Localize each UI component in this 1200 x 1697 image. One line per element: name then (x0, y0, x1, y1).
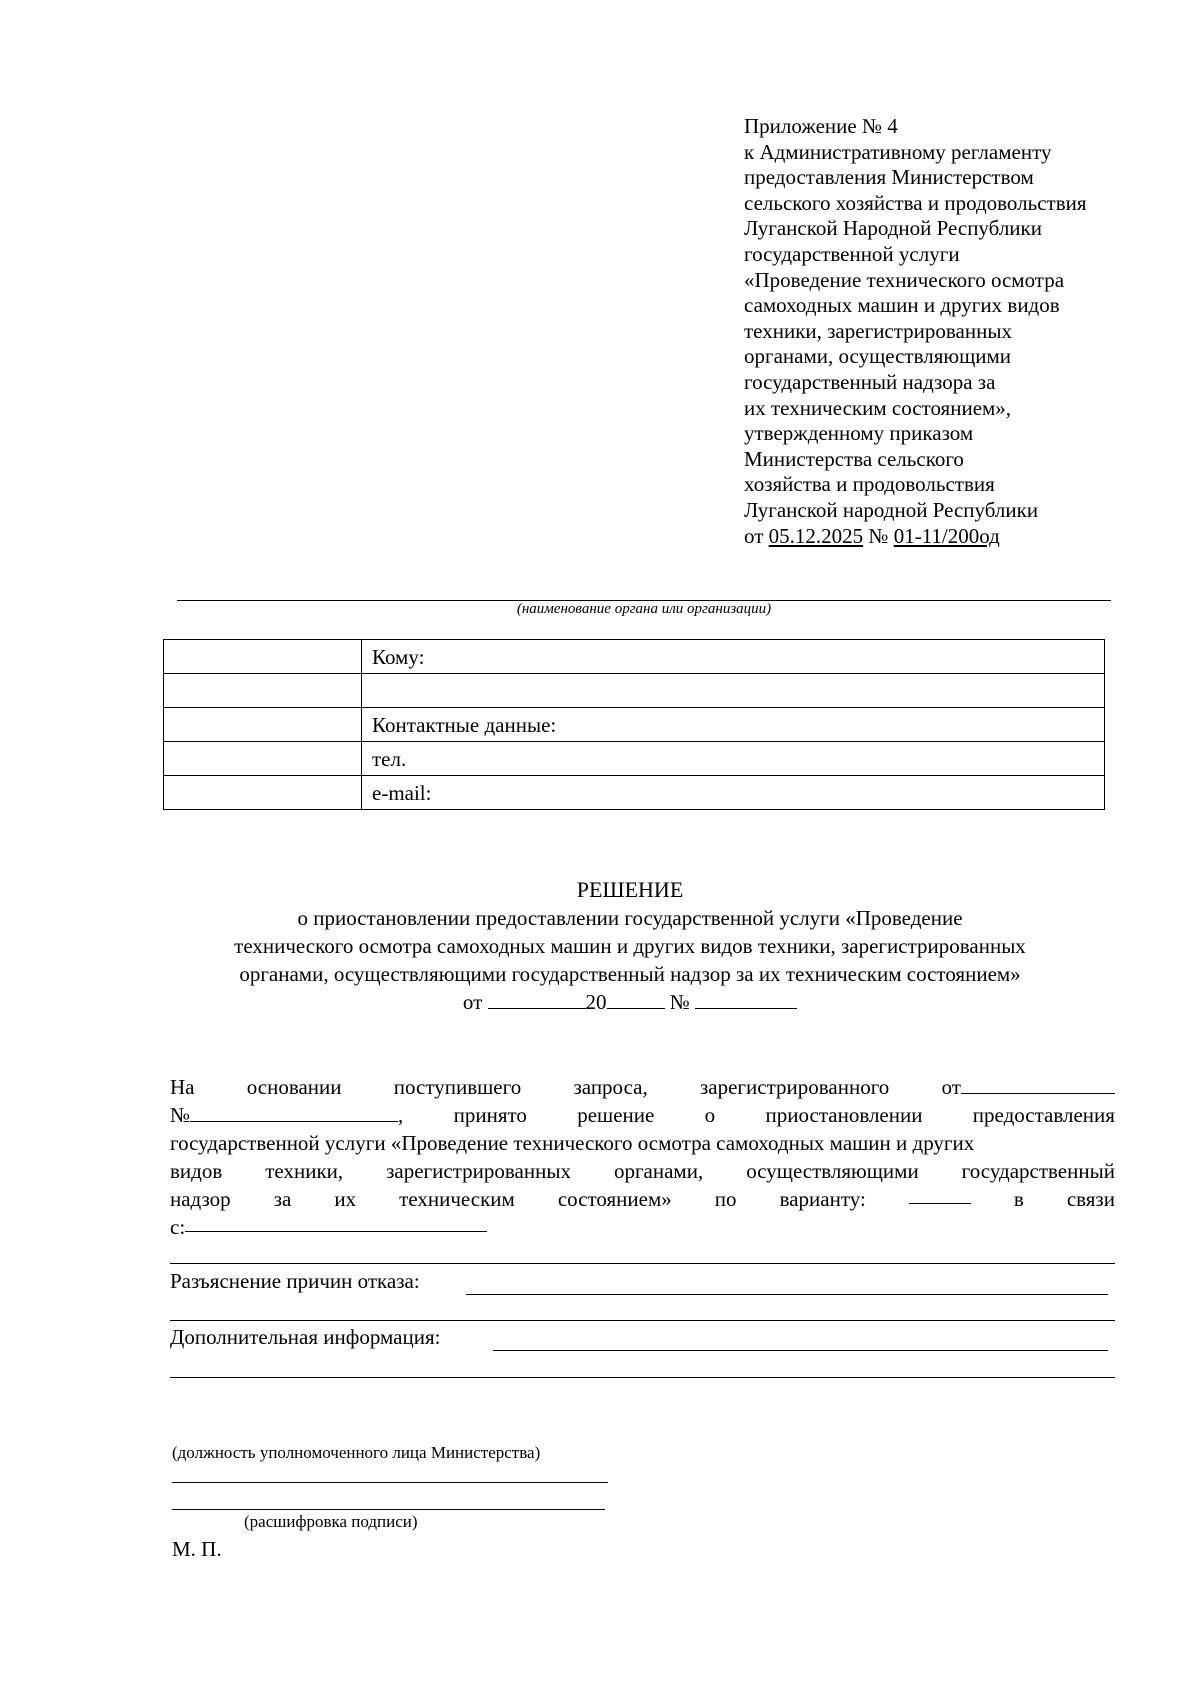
refusal-field[interactable] (466, 1294, 1108, 1295)
reason-continuation-field[interactable] (170, 1263, 1115, 1264)
recipient-table (163, 639, 1105, 810)
appendix-line: техники, зарегистрированных (744, 318, 1012, 343)
appendix-line: их техническим состоянием», (744, 395, 1012, 420)
appendix-line: утвержденному приказом (744, 421, 974, 446)
appendix-line: сельского хозяйства и продовольствия (744, 190, 1087, 215)
appendix-line: Приложение № 4 (744, 114, 898, 138)
decision-title-block (160, 876, 1100, 1016)
appendix-line: предоставления Министерством (744, 165, 1034, 190)
refusal-label: Разъяснение причин отказа: (170, 1269, 420, 1293)
table-row (164, 674, 1105, 708)
decode-caption: (расшифровка подписи) (244, 1512, 418, 1531)
recipient-left-cell[interactable] (164, 674, 362, 708)
body-line: видов техники, зарегистрированных органами, осуществляющими государственный (170, 1159, 1115, 1183)
request-date-field[interactable] (961, 1075, 1115, 1094)
decision-subtitle-line: органами, осуществляющими государственный надзор за их техническим состоянием» (239, 962, 1021, 986)
recipient-left-cell[interactable] (164, 776, 362, 810)
position-caption: (должность уполномоченного лица Министерства) (172, 1443, 541, 1462)
appendix-header (744, 114, 1164, 549)
decision-body (170, 1073, 1115, 1241)
appendix-line: «Проведение технического осмотра (744, 267, 1065, 292)
body-line: № , принято решение о приостановлении предоставления (170, 1103, 1115, 1127)
additional-field[interactable] (493, 1350, 1108, 1351)
decision-number-field[interactable] (695, 990, 797, 1009)
decision-title: РЕШЕНИЕ (576, 877, 684, 902)
decision-date-line: от 20 № (160, 988, 1100, 1016)
recipient-left-cell[interactable] (164, 640, 362, 674)
order-date: 05.12.2025 (768, 523, 864, 548)
recipient-label[interactable]: e-mail: (362, 776, 1105, 810)
recipient-label[interactable]: Кому: (362, 640, 1105, 674)
refusal-continuation-field[interactable] (170, 1320, 1115, 1321)
decision-subtitle-line: о приостановлении предоставлении государственной услуги «Проведение (297, 906, 963, 930)
decision-subtitle-line: технического осмотра самоходных машин и других видов техники, зарегистрированных (234, 934, 1026, 958)
additional-label: Дополнительная информация: (170, 1325, 441, 1349)
table-row (164, 640, 1105, 674)
decision-day-field[interactable] (488, 990, 586, 1009)
recipient-label[interactable]: тел. (362, 742, 1105, 776)
appendix-line: Министерства сельского (744, 446, 964, 471)
reason-field[interactable] (185, 1213, 487, 1232)
recipient-label[interactable] (362, 674, 1105, 708)
recipient-left-cell[interactable] (164, 742, 362, 776)
table-row (164, 708, 1105, 742)
appendix-line: Луганской Народной Республики (744, 216, 1042, 241)
appendix-line: к Административному регламенту (744, 139, 1052, 164)
appendix-line: государственной услуги (744, 241, 960, 266)
stamp-place: М. П. (172, 1537, 222, 1561)
appendix-line: государственный надзора за (744, 369, 996, 394)
decision-year-field[interactable] (607, 990, 665, 1009)
request-number-field[interactable] (190, 1103, 398, 1122)
org-name-caption: (наименование органа или организации) (516, 601, 772, 617)
recipient-left-cell[interactable] (164, 708, 362, 742)
appendix-order-line: от 05.12.2025 № 01-11/200од (744, 523, 1000, 548)
position-field[interactable] (172, 1482, 608, 1483)
appendix-line: хозяйства и продовольствия (744, 472, 995, 497)
body-line: государственной услуги «Проведение технического осмотра самоходных машин и других (170, 1131, 975, 1155)
body-line: с: (170, 1213, 1115, 1241)
table-row (164, 742, 1105, 776)
appendix-line: органами, осуществляющими (744, 344, 1012, 369)
signature-decode-field[interactable] (172, 1509, 605, 1510)
appendix-line: Луганской народной Республики (744, 497, 1039, 522)
variant-field[interactable] (909, 1185, 971, 1204)
order-number: 01-11/200од (893, 523, 1000, 548)
body-line: надзор за их техническим состоянием» по варианту: в связи (170, 1187, 1115, 1211)
body-line: На основании поступившего запроса, зарегистрированного от (170, 1073, 1115, 1101)
appendix-line: самоходных машин и других видов (744, 293, 1060, 318)
recipient-label[interactable]: Контактные данные: (362, 708, 1105, 742)
table-row (164, 776, 1105, 810)
additional-continuation-field[interactable] (170, 1377, 1115, 1378)
